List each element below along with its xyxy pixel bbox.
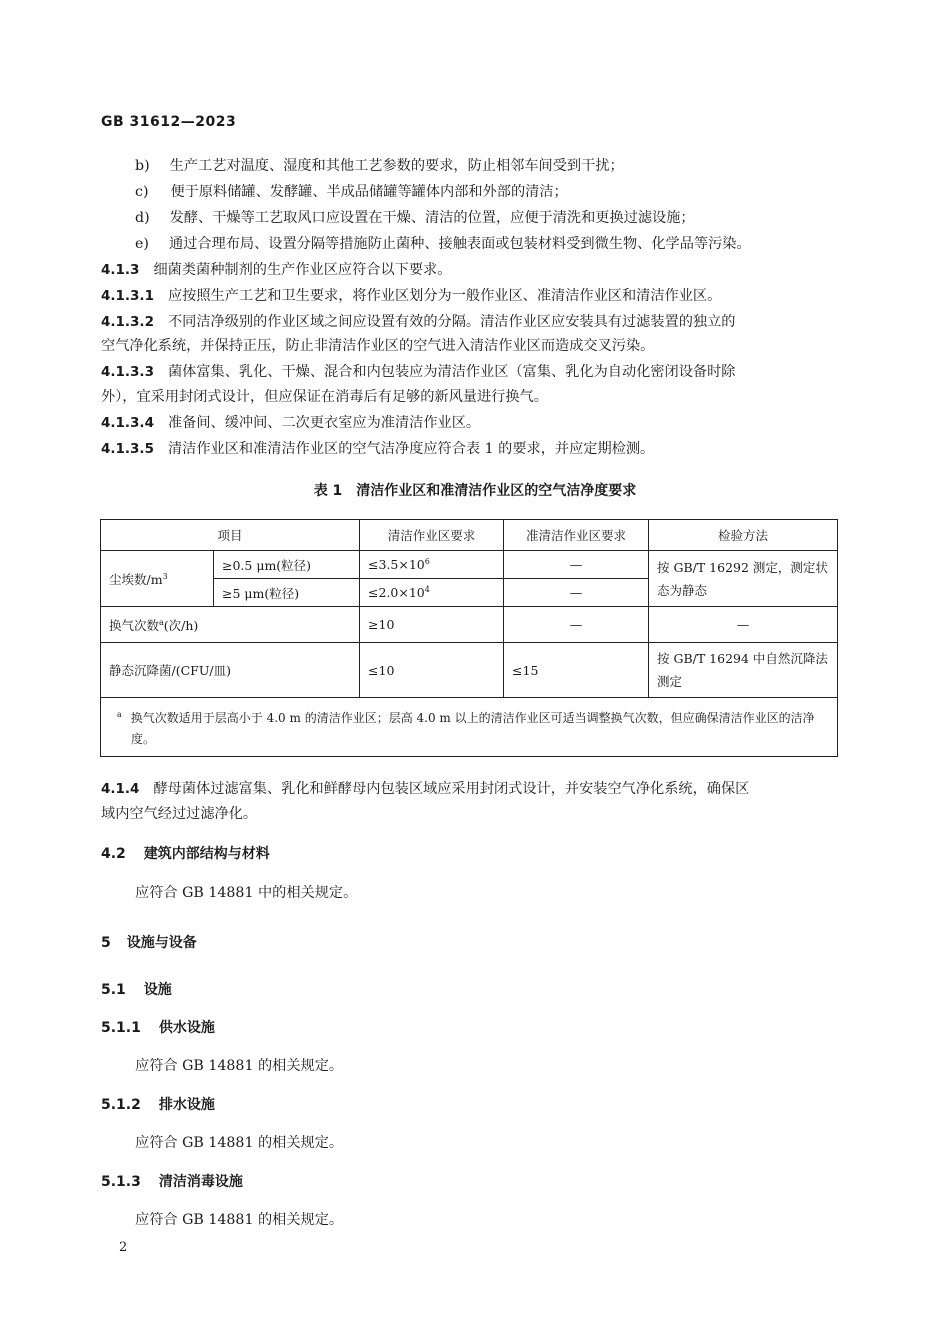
- semi-value: —: [504, 607, 649, 643]
- semi-value: —: [504, 579, 649, 607]
- clause-4-1-3-1: [101, 286, 721, 306]
- header-method: 检验方法: [649, 520, 838, 551]
- footnote-marker: a: [117, 710, 122, 719]
- list-text: 便于原料储罐、发酵罐、半成品储罐等罐体内部和外部的清洁；: [170, 184, 568, 200]
- air-cleanliness-table: [100, 519, 838, 757]
- section-title: 清洁消毒设施: [158, 1174, 243, 1190]
- section-body: 应符合 GB 14881 的相关规定。: [135, 1135, 344, 1151]
- section-title: 排水设施: [158, 1097, 215, 1113]
- header-clean: 清洁作业区要求: [360, 520, 504, 551]
- list-item: [135, 208, 695, 228]
- clause-number: 4.1.3.5: [101, 441, 154, 457]
- list-item: [135, 182, 568, 202]
- list-text: 发酵、干燥等工艺取风口应设置在干燥、清洁的位置，应便于清洗和更换过滤设施；: [169, 210, 695, 226]
- list-item: [135, 234, 751, 254]
- clause-text: 酵母菌体过滤富集、乳化和鲜酵母内包装区域应采用封闭式设计，并安装空气净化系统，确保区: [153, 781, 750, 797]
- table-row: [101, 643, 838, 698]
- clean-exponent: 4: [424, 584, 430, 594]
- clause-continuation: 域内空气经过过滤净化。: [101, 806, 258, 822]
- table-footnote: [101, 698, 838, 757]
- particle-size: ≥5 μm(粒径): [214, 579, 360, 607]
- section-body: 应符合 GB 14881 中的相关规定。: [135, 885, 358, 901]
- clause-4-1-3: [101, 260, 451, 280]
- clause-4-1-3-3: [101, 362, 735, 382]
- section-body: 应符合 GB 14881 的相关规定。: [135, 1058, 344, 1074]
- clause-4-1-3-4: [101, 413, 480, 433]
- section-title: 设施: [143, 982, 172, 998]
- section-body: 应符合 GB 14881 的相关规定。: [135, 1212, 344, 1228]
- section-title: 建筑内部结构与材料: [143, 846, 270, 862]
- clause-number: 4.1.3.1: [101, 288, 154, 304]
- clean-value: ≥10: [360, 607, 504, 643]
- method-value: 按 GB/T 16294 中自然沉降法测定: [649, 643, 838, 698]
- particle-size: ≥0.5 μm(粒径): [214, 551, 360, 579]
- list-marker: b): [135, 158, 150, 174]
- air-change-label: 换气次数: [109, 617, 160, 633]
- table-row: [101, 551, 838, 579]
- clause-text: 清洁作业区和准清洁作业区的空气洁净度应符合表 1 的要求，并应定期检测。: [167, 441, 655, 457]
- clean-value: [360, 579, 504, 607]
- settling-label: 静态沉降菌/(CFU/皿): [101, 643, 360, 698]
- footnote-ref: a: [159, 617, 164, 627]
- clean-base: ≤3.5×10: [368, 557, 425, 573]
- standard-number-header: GB 31612—2023: [101, 114, 237, 130]
- footnote-text: 换气次数适用于层高小于 4.0 m 的清洁作业区；层高 4.0 m 以上的清洁作业区可适当调整换气次数，但应确保清洁作业区的洁净度。: [130, 711, 815, 746]
- section-5-1-3-heading: [101, 1172, 243, 1192]
- dust-method: 按 GB/T 16292 测定，测定状态为静态: [649, 551, 838, 607]
- dust-label: 尘埃数/m: [109, 571, 163, 587]
- section-5-1-1-heading: [101, 1018, 215, 1038]
- clause-text: 菌体富集、乳化、干燥、混合和内包装应为清洁作业区（富集、乳化为自动化密闭设备时除: [167, 364, 736, 380]
- clause-4-1-3-5: [101, 439, 654, 459]
- section-number: 5.1.1: [101, 1020, 141, 1036]
- clean-exponent: 6: [424, 556, 430, 566]
- table-header-row: [101, 520, 838, 551]
- section-number: 5: [101, 935, 111, 951]
- section-title: 设施与设备: [126, 935, 197, 951]
- clean-value: ≤10: [360, 643, 504, 698]
- list-marker: c): [135, 184, 149, 200]
- table-footnote-row: [101, 698, 838, 757]
- clause-continuation: 空气净化系统，并保持正压，防止非清洁作业区的空气进入清洁作业区而造成交叉污染。: [101, 338, 655, 354]
- table-caption: 表 1 清洁作业区和准清洁作业区的空气洁净度要求: [313, 483, 637, 499]
- semi-value: —: [504, 551, 649, 579]
- header-semi: 准清洁作业区要求: [504, 520, 649, 551]
- semi-value: ≤15: [504, 643, 649, 698]
- section-title: 供水设施: [158, 1020, 215, 1036]
- section-number: 4.2: [101, 846, 126, 862]
- clause-4-1-4: [101, 779, 749, 799]
- clause-number: 4.1.3.2: [101, 314, 154, 330]
- list-marker: e): [135, 236, 149, 252]
- air-change-unit: (次/h): [163, 617, 199, 633]
- section-4-2-heading: [101, 844, 270, 864]
- clause-number: 4.1.3.4: [101, 415, 154, 431]
- clause-number: 4.1.4: [101, 781, 140, 797]
- section-number: 5.1.3: [101, 1174, 141, 1190]
- table-row: [101, 607, 838, 643]
- clean-value: [360, 551, 504, 579]
- clause-text: 不同洁净级别的作业区域之间应设置有效的分隔。清洁作业区应安装具有过滤装置的独立的: [167, 314, 736, 330]
- header-item: 项目: [101, 520, 360, 551]
- method-value: —: [649, 607, 838, 643]
- clause-4-1-3-2: [101, 312, 735, 332]
- clause-text: 准备间、缓冲间、二次更衣室应为准清洁作业区。: [167, 415, 481, 431]
- section-5-heading: [101, 933, 197, 953]
- section-5-1-2-heading: [101, 1095, 215, 1115]
- clause-continuation: 外），宜采用封闭式设计，但应保证在消毒后有足够的新风量进行换气。: [101, 389, 548, 405]
- clause-text: 细菌类菌种制剂的生产作业区应符合以下要求。: [153, 262, 452, 278]
- list-marker: d): [135, 210, 150, 226]
- page-number: 2: [119, 1240, 128, 1255]
- section-number: 5.1: [101, 982, 126, 998]
- list-item: [135, 156, 624, 176]
- section-5-1-heading: [101, 980, 172, 1000]
- clause-number: 4.1.3.3: [101, 364, 154, 380]
- clause-text: 应按照生产工艺和卫生要求，将作业区划分为一般作业区、准清洁作业区和清洁作业区。: [167, 288, 722, 304]
- clean-base: ≤2.0×10: [368, 585, 425, 601]
- clause-number: 4.1.3: [101, 262, 140, 278]
- dust-unit-superscript: 3: [162, 571, 168, 581]
- dust-label-cell: [101, 551, 214, 607]
- list-text: 生产工艺对温度、湿度和其他工艺参数的要求，防止相邻车间受到干扰；: [169, 158, 624, 174]
- air-change-label-cell: [101, 607, 360, 643]
- section-number: 5.1.2: [101, 1097, 141, 1113]
- list-text: 通过合理布局、设置分隔等措施防止菌种、接触表面或包装材料受到微生物、化学品等污染。: [168, 236, 751, 252]
